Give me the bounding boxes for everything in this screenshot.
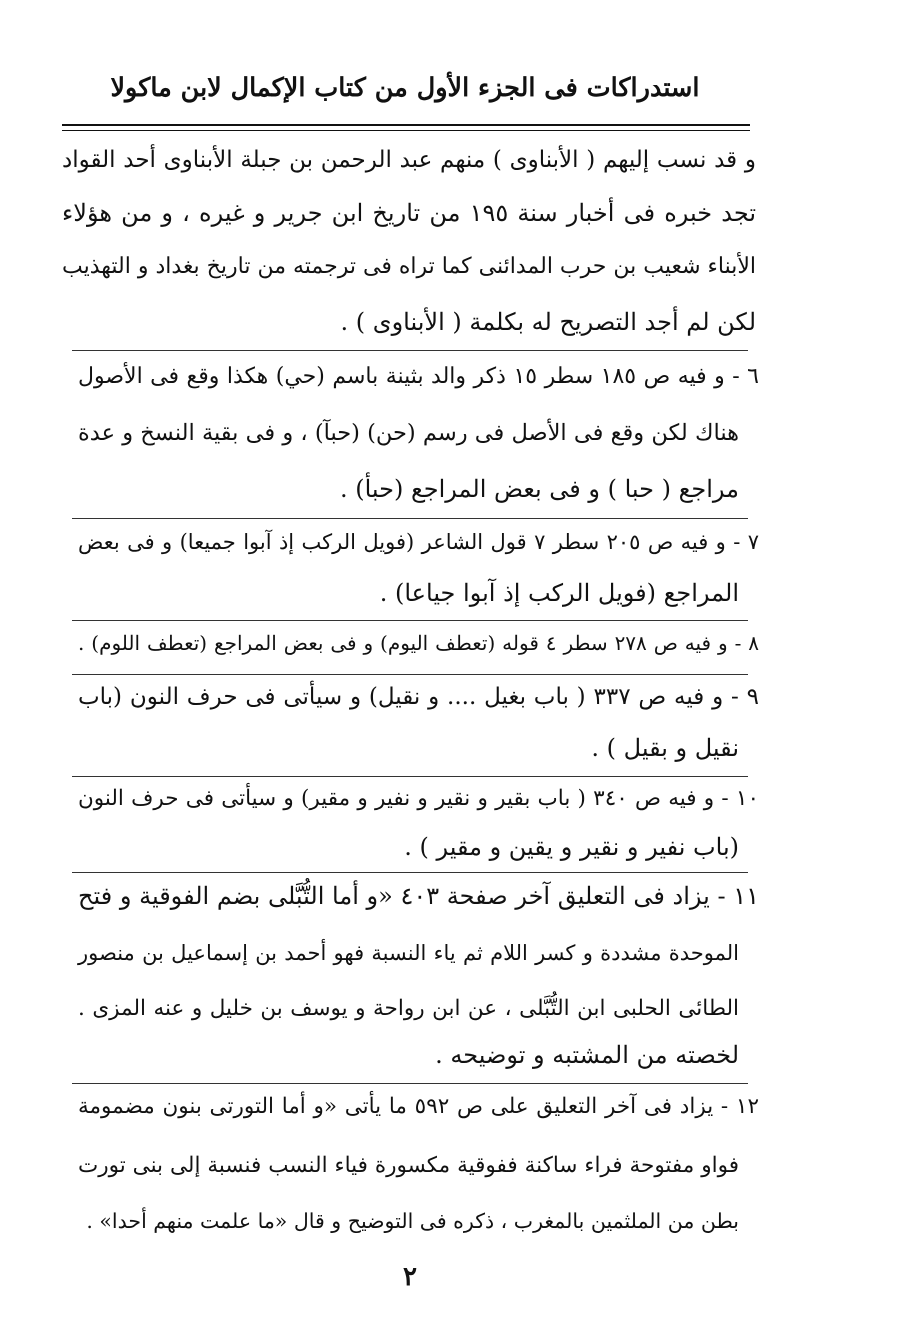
- running-header: استدراكات فى الجزء الأول من كتاب الإكمال لابن ماكولا: [110, 73, 700, 103]
- body-line: ٩ - و فيه ص ٣٣٧ ( باب بغيل .... و نقيل) و سيأتى فى حرف النون (باب: [78, 684, 759, 710]
- body-line: ١١ - يزاد فى التعليق آخر صفحة ٤٠٣ «و أما التُّبَّلى بضم الفوقية و فتح: [78, 882, 759, 910]
- entry-divider: [72, 518, 748, 519]
- body-line: ٧ - و فيه ص ٢٠٥ سطر ٧ قول الشاعر (فويل الركب إذ آبوا جميعا) و فى بعض: [78, 530, 760, 554]
- body-line: مراجع ( حبا ) و فى بعض المراجع (حبأ) .: [340, 475, 739, 503]
- body-line: ٦ - و فيه ص ١٨٥ سطر ١٥ ذكر والد بثينة باسم (حي) هكذا وقع فى الأصول: [78, 364, 759, 389]
- entry-divider: [72, 872, 748, 873]
- entry-divider: [72, 350, 748, 351]
- body-line: ١٠ - و فيه ص ٣٤٠ ( باب بقير و نقير و نفير و مقير) و سيأتى فى حرف النون: [78, 786, 759, 811]
- entry-divider: [72, 674, 748, 675]
- body-line: الأبناء شعيب بن حرب المدائنى كما تراه فى ترجمته من تاريخ بغداد و التهذيب: [62, 254, 756, 279]
- entry-divider: [72, 620, 748, 621]
- body-line: و قد نسب إليهم ( الأبناوى ) منهم عبد الرحمن بن جبلة الأبناوى أحد القواد: [62, 147, 756, 173]
- entry-divider: [72, 776, 748, 777]
- body-line: فواو مفتوحة فراء ساكنة ففوقية مكسورة فياء النسب فنسبة إلى بنى تورت: [78, 1153, 739, 1178]
- body-line: لكن لم أجد التصريح له بكلمة ( الأبناوى ) .: [340, 308, 756, 336]
- body-line: هناك لكن وقع فى الأصل فى رسم (حن) (حبآ) ، و فى بقية النسخ و عدة: [78, 420, 739, 446]
- body-line: المراجع (فويل الركب إذ آبوا جياعا) .: [379, 579, 739, 607]
- page-number: ٢: [403, 1262, 417, 1292]
- body-line: بطن من الملثمين بالمغرب ، ذكره فى التوضيح و قال «ما علمت منهم أحدا» .: [86, 1209, 739, 1233]
- body-line: (باب نفير و نقير و يقين و مقير ) .: [404, 833, 739, 861]
- body-line: لخصته من المشتبه و توضيحه .: [435, 1041, 739, 1069]
- body-line: تجد خبره فى أخبار سنة ١٩٥ من تاريخ ابن جرير و غيره ، و من هؤلاء: [62, 199, 756, 227]
- body-line: الطائى الحلبى ابن التُّبَّلى ، عن ابن رواحة و يوسف بن خليل و عنه المزى .: [78, 996, 739, 1021]
- header-rule-thick: [62, 124, 750, 126]
- entry-divider: [72, 1083, 748, 1084]
- header-rule-thin: [62, 130, 750, 131]
- body-line: نقيل و بقيل ) .: [591, 734, 739, 762]
- body-line: الموحدة مشددة و كسر اللام ثم ياء النسبة فهو أحمد بن إسماعيل بن منصور: [78, 941, 739, 965]
- body-line: ١٢ - يزاد فى آخر التعليق على ص ٥٩٢ ما يأتى «و أما التورتى بنون مضمومة: [78, 1094, 759, 1119]
- body-line: ٨ - و فيه ص ٢٧٨ سطر ٤ قوله (تعطف اليوم) و فى بعض المراجع (تعطف اللوم) .: [78, 631, 759, 655]
